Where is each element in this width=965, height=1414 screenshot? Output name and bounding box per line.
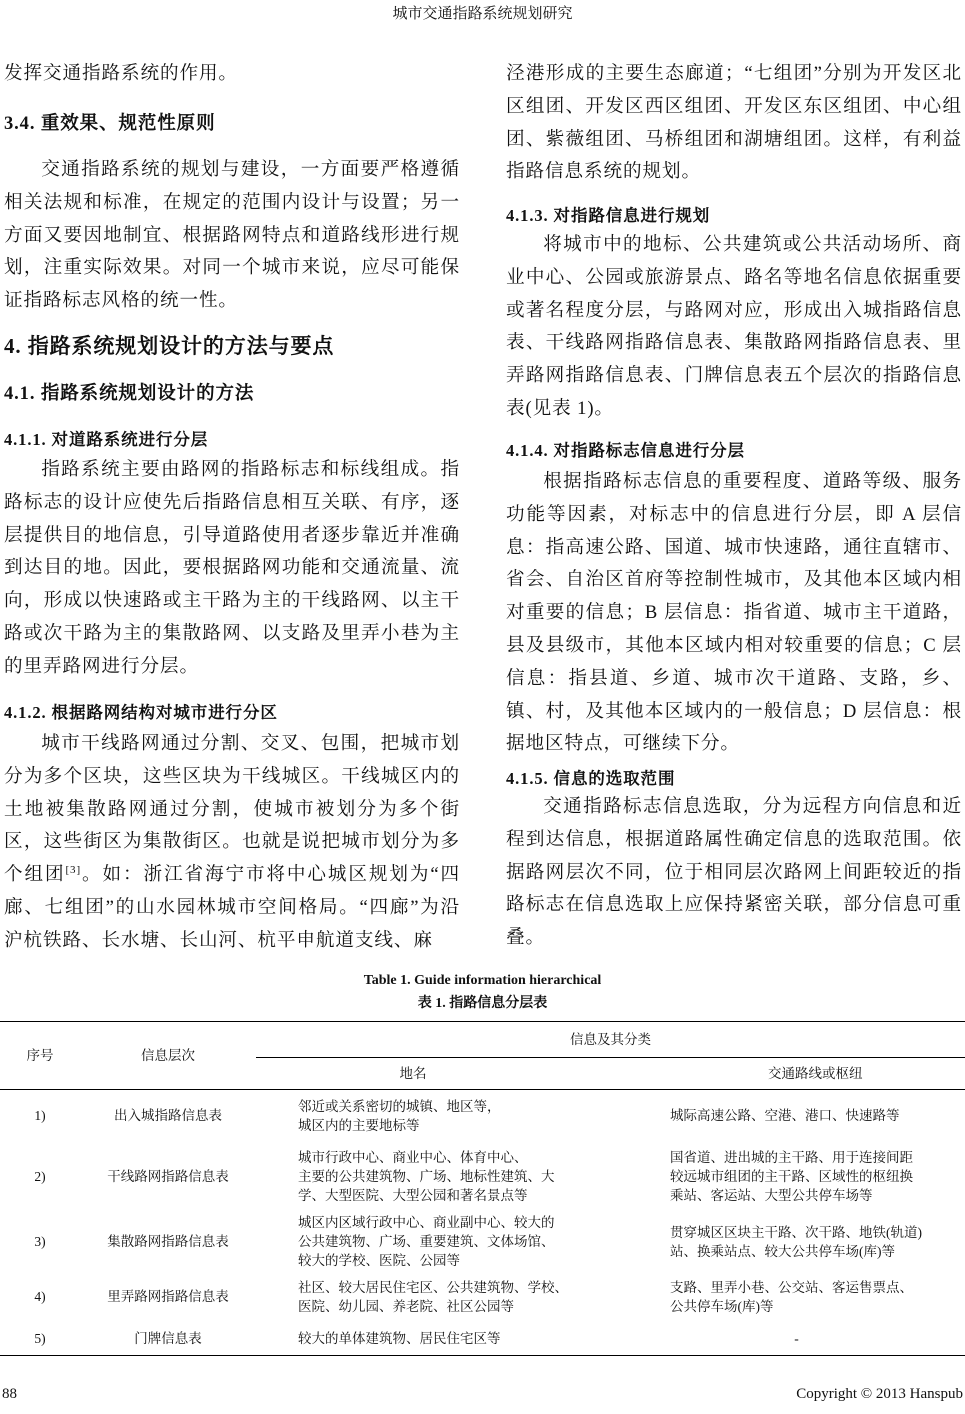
row-route bbox=[628, 1322, 965, 1356]
heading-3-4: 3.4. 重效果、规范性原则 bbox=[4, 114, 216, 134]
row-no: 4) bbox=[34, 1289, 46, 1304]
row-level: 干线路网指路信息表 bbox=[107, 1169, 229, 1184]
row-place bbox=[298, 1272, 628, 1322]
route-line: 乘站、客运站、大型公共停车场等 bbox=[670, 1188, 873, 1203]
page-number: 88 bbox=[2, 1386, 17, 1402]
spacer bbox=[256, 1090, 298, 1142]
table-row bbox=[0, 1322, 965, 1356]
heading-4-1-5: 4.1.5. 信息的选取范围 bbox=[506, 769, 676, 788]
header-place: 地名 bbox=[399, 1066, 427, 1081]
place-line: 主要的公共建筑物、广场、地标性建筑、大 bbox=[298, 1169, 555, 1184]
row-route bbox=[628, 1142, 965, 1212]
guide-info-table bbox=[0, 1021, 965, 1356]
row-place bbox=[298, 1142, 628, 1212]
row-level: 集散路网指路信息表 bbox=[107, 1234, 229, 1249]
paragraph: 城市干线路网通过分割、交叉、包围，把城市划分为多个区块，这些区块为干线城区。干线城区内的土地被集散路网通过分割，使城市被划分为多个街区，这些街区为集散街区。也就是说把城市划分为多个组团[3]。如：浙江省海宁市将中心城区规划为“四廊、七组团”的山水园林城市空间格局。“四廊”为沿沪杭铁路、长水塘、长山河、杭平申航道支线、麻 bbox=[4, 733, 461, 951]
table-row bbox=[0, 1272, 965, 1322]
heading-4-1-2: 4.1.2. 根据路网结构对城市进行分区 bbox=[4, 703, 278, 722]
place-line: 城区内区域行政中心、商业副中心、较大的 bbox=[298, 1215, 555, 1230]
heading-4: 4. 指路系统规划设计的方法与要点 bbox=[4, 334, 335, 358]
route-line: 支路、里弄小巷、公交站、客运售票点、 bbox=[670, 1279, 913, 1295]
left-column bbox=[4, 0, 460, 960]
row-place bbox=[298, 1090, 628, 1142]
row-no: 1) bbox=[34, 1108, 46, 1124]
running-header: 城市交通指路系统规划研究 bbox=[392, 6, 573, 22]
row-no: 2) bbox=[34, 1169, 46, 1184]
row-level: 出入城指路信息表 bbox=[114, 1108, 222, 1124]
route-line: 公共停车场(库)等 bbox=[670, 1298, 774, 1314]
row-place bbox=[298, 1212, 628, 1272]
row-route bbox=[628, 1212, 965, 1272]
place-line: 医院、幼儿园、养老院、社区公园等 bbox=[298, 1298, 514, 1314]
place-line: 学、大型医院、大型公园和著名景点等 bbox=[298, 1188, 528, 1203]
route-line: 较远城市组团的主干路、区域性的枢纽换 bbox=[670, 1169, 913, 1184]
header-group: 信息及其分类 bbox=[256, 1022, 965, 1058]
route-line: 国省道、进出城的主干路、用于连接间距 bbox=[670, 1150, 913, 1165]
spacer bbox=[256, 1322, 298, 1356]
spacer bbox=[256, 1272, 298, 1322]
table-caption-en: Table 1. Guide information hierarchical bbox=[363, 973, 602, 988]
table-row bbox=[0, 1212, 965, 1272]
spacer bbox=[256, 1142, 298, 1212]
heading-4-1-1: 4.1.1. 对道路系统进行分层 bbox=[4, 430, 209, 449]
place-line: 城市行政中心、商业中心、体育中心、 bbox=[298, 1150, 528, 1165]
right-column bbox=[506, 0, 962, 960]
route-line: 贯穿城区区块主干路、次干路、地铁(轨道) bbox=[670, 1224, 922, 1240]
place-line: 社区、较大居民住宅区、公共建筑物、学校、 bbox=[298, 1279, 568, 1295]
place-line: 城区内的主要地标等 bbox=[298, 1117, 420, 1133]
paragraph: 根据指路标志信息的重要程度、道路等级、服务功能等因素，对标志中的信息进行分层，即 A 层信息：指高速公路、国道、城市快速路，通往直辖市、省会、自治区首府等控制性城市，及其他本区域内相对重要的信息；B 层信息：指省道、城市主干道路，县及县级市，其他本区域内相对较重要的信息；C 层信息：指县道、乡道、城市次干道路、支路，乡、镇、村，及其他本区域内的一般信息；D 层信息：根据地区特点，可继续下分。 bbox=[506, 471, 962, 755]
row-route bbox=[628, 1272, 965, 1322]
paragraph: 将城市中的地标、公共建筑或公共活动场所、商业中心、公园或旅游景点、路名等地名信息依据重要或著名程度分层，与路网对应，形成出入城指路信息表、干线路网指路信息表、集散路网指路信息表、里弄路网指路信息表、门牌信息表五个层次的指路信息表(见表 1)。 bbox=[506, 234, 962, 419]
citation-ref[interactable]: [3] bbox=[65, 864, 82, 876]
header-no: 序号 bbox=[26, 1048, 54, 1063]
copyright: Copyright © 2013 Hanspub bbox=[796, 1386, 963, 1402]
paragraph: 发挥交通指路系统的作用。 bbox=[4, 63, 238, 84]
spacer bbox=[256, 1212, 298, 1272]
table-caption-zh: 表 1. 指路信息分层表 bbox=[417, 996, 548, 1011]
row-no: 5) bbox=[34, 1330, 46, 1346]
route-line: - bbox=[794, 1330, 799, 1346]
row-route bbox=[628, 1090, 965, 1142]
paragraph: 指路系统主要由路网的指路标志和标线组成。指路标志的设计应使先后指路信息相互关联、有序，逐层提供目的地信息，引导道路使用者逐步靠近并准确到达目的地。因此，要根据路网功能和交通流量、流向，形成以快速路或主干路为主的干线路网、以主干路或次干路为主的集散路网、以支路及里弄小巷为主的里弄路网进行分层。 bbox=[4, 459, 460, 677]
row-no: 3) bbox=[34, 1234, 46, 1249]
paragraph: 交通指路标志信息选取，分为远程方向信息和近程到达信息，根据道路属性确定信息的选取范围。依据路网层次不同，位于相同层次路网上间距较近的指路标志在信息选取上应保持紧密关联，部分信息可重叠。 bbox=[506, 796, 962, 949]
header-route: 交通路线或枢纽 bbox=[768, 1066, 863, 1081]
row-level: 里弄路网指路信息表 bbox=[107, 1289, 229, 1304]
table-row bbox=[0, 1142, 965, 1212]
row-place bbox=[298, 1322, 628, 1356]
route-line: 城际高速公路、空港、港口、快速路等 bbox=[670, 1108, 900, 1124]
heading-4-1-4: 4.1.4. 对指路标志信息进行分层 bbox=[506, 441, 745, 460]
table-row bbox=[0, 1090, 965, 1142]
place-line: 较大的学校、医院、公园等 bbox=[298, 1253, 460, 1268]
heading-4-1-3: 4.1.3. 对指路信息进行规划 bbox=[506, 206, 711, 225]
paragraph: 交通指路系统的规划与建设，一方面要严格遵循相关法规和标准，在规定的范围内设计与设置；另一方面又要因地制宜、根据路网特点和道路线形进行规划，注重实际效果。对同一个城市来说，应尽可能保证指路标志风格的统一性。 bbox=[4, 159, 460, 312]
route-line: 站、换乘站点、较大公共停车场(库)等 bbox=[670, 1243, 895, 1259]
heading-4-1: 4.1. 指路系统规划设计的方法 bbox=[4, 384, 255, 404]
place-line: 邻近或关系密切的城镇、地区等， bbox=[298, 1098, 501, 1114]
place-line: 公共建筑物、广场、重要建筑、文体场馆、 bbox=[298, 1234, 555, 1249]
row-level: 门牌信息表 bbox=[134, 1330, 202, 1346]
header-level: 信息层次 bbox=[141, 1048, 195, 1063]
paragraph: 泾港形成的主要生态廊道；“七组团”分别为开发区北区组团、开发区西区组团、开发区东区组团、中心组团、紫薇组团、马桥组团和湖塘组团。这样，有利益指路信息系统的规划。 bbox=[506, 63, 962, 183]
place-line: 较大的单体建筑物、居民住宅区等 bbox=[298, 1330, 501, 1346]
